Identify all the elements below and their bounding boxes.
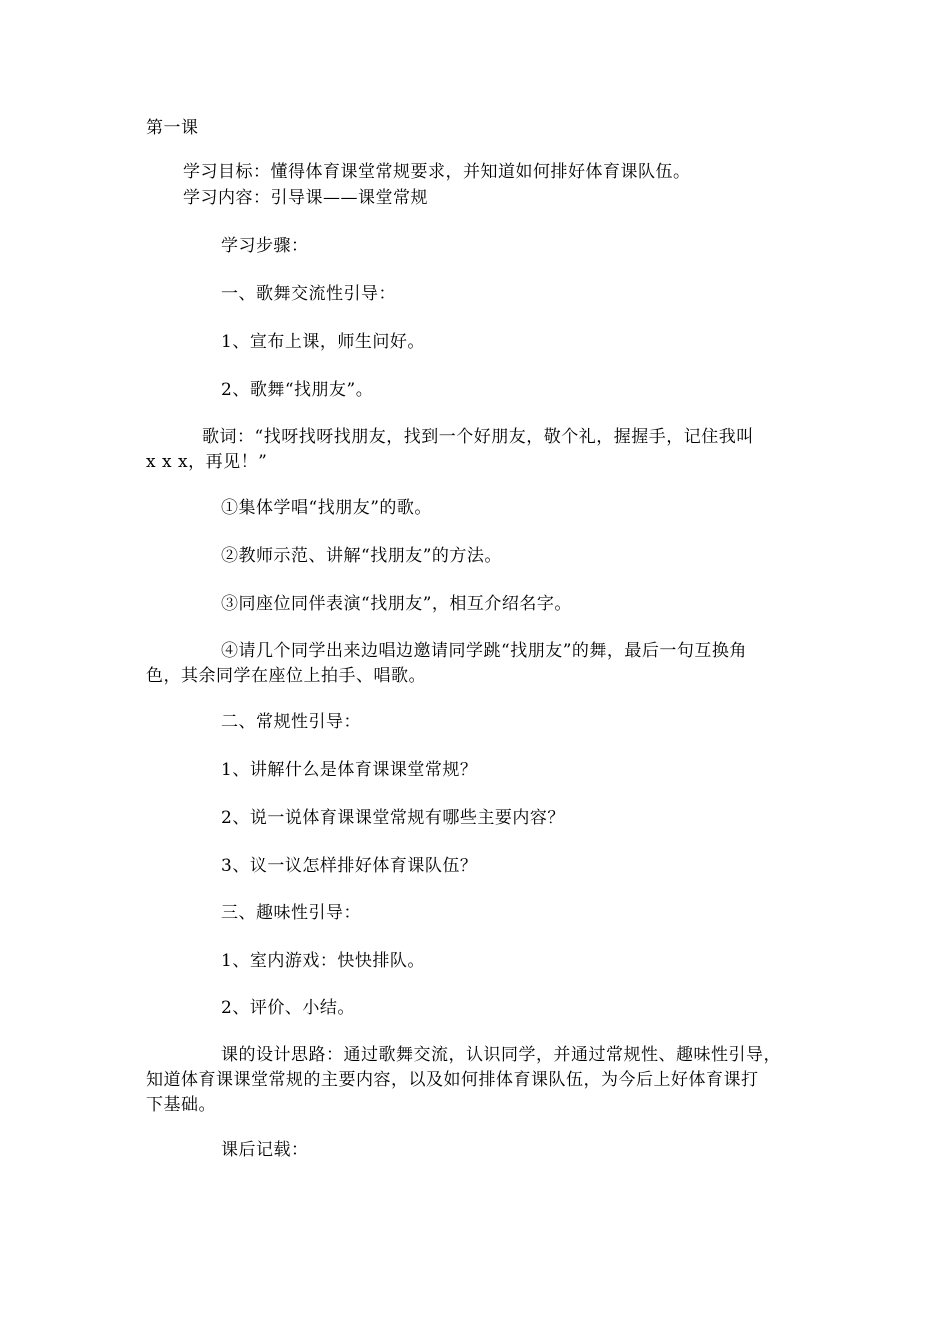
section1-sub2: ②教师示范、讲解“找朋友”的方法。	[221, 546, 502, 566]
lyrics-line2: x x x，再见！”	[146, 452, 268, 472]
section1-sub1: ①集体学唱“找朋友”的歌。	[221, 498, 432, 518]
section3-item2: 2、评价、小结。	[221, 998, 355, 1018]
learning-content: 学习内容：引导课——课堂常规	[183, 188, 428, 208]
section3-heading: 三、趣味性引导：	[221, 903, 361, 923]
lyrics-line1: 歌词：“找呀找呀找朋友，找到一个好朋友，敬个礼，握握手，记住我叫	[202, 427, 754, 447]
section1-item1: 1、宣布上课，师生问好。	[221, 332, 425, 352]
page-title: 第一课	[146, 118, 199, 138]
design-line2: 知道体育课课堂常规的主要内容，以及如何排体育课队伍，为今后上好体育课打	[146, 1070, 759, 1090]
section2-item2: 2、说一说体育课课堂常规有哪些主要内容？	[221, 808, 565, 828]
design-line1: 课的设计思路：通过歌舞交流，认识同学，并通过常规性、趣味性引导，	[221, 1045, 781, 1065]
section3-item1: 1、室内游戏：快快排队。	[221, 951, 425, 971]
section1-item2: 2、歌舞“找朋友”。	[221, 380, 374, 400]
section2-item1: 1、讲解什么是体育课课堂常规？	[221, 760, 478, 780]
section2-item3: 3、议一议怎样排好体育课队伍？	[221, 856, 478, 876]
section1-heading: 一、歌舞交流性引导：	[221, 284, 396, 304]
section2-heading: 二、常规性引导：	[221, 712, 361, 732]
notes-heading: 课后记载：	[221, 1140, 309, 1160]
section1-sub4-line1: ④请几个同学出来边唱边邀请同学跳“找朋友”的舞，最后一句互换角	[221, 641, 747, 661]
section1-sub3: ③同座位同伴表演“找朋友”，相互介绍名字。	[221, 594, 572, 614]
steps-heading: 学习步骤：	[221, 236, 309, 256]
design-line3: 下基础。	[146, 1095, 216, 1115]
section1-sub4-line2: 色，其余同学在座位上拍手、唱歌。	[146, 666, 426, 686]
learning-goal: 学习目标：懂得体育课堂常规要求，并知道如何排好体育课队伍。	[183, 162, 691, 182]
